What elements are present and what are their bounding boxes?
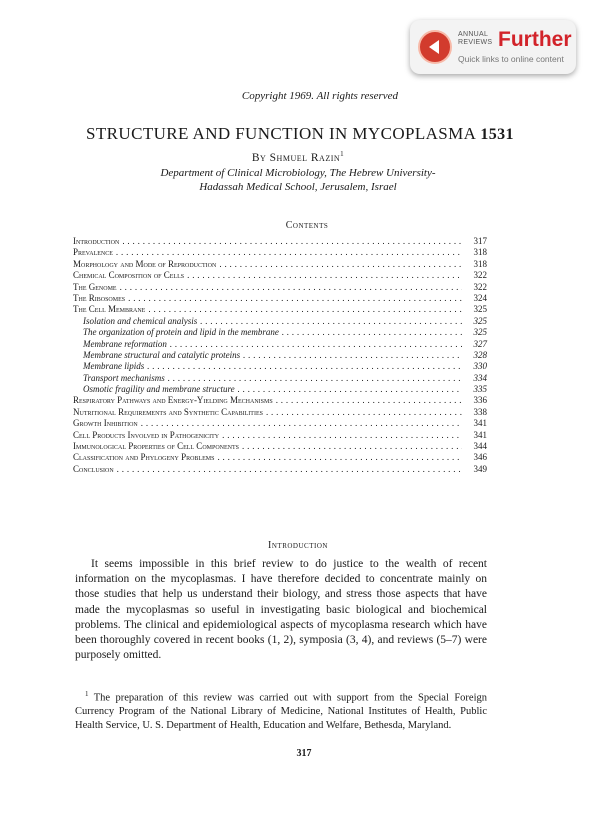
toc-entry-label: The organization of protein and lipid in the membrane <box>83 327 279 338</box>
toc-entry-page: 317 <box>473 236 487 246</box>
toc-entry <box>73 304 487 315</box>
toc-entry-label: Morphology and Mode of Reproduction <box>73 258 217 269</box>
toc-entry-page: 334 <box>473 372 487 383</box>
toc-leader-dots <box>147 361 462 372</box>
article-title <box>70 124 530 144</box>
toc-entry-label: The Ribosomes <box>73 292 126 303</box>
toc-entry-page: 324 <box>473 292 487 303</box>
affiliation-line-1: Department of Clinical Microbiology, The Hebrew University- <box>160 167 436 179</box>
toc-leader-dots <box>116 247 462 258</box>
quick-links-label: Quick links to online content <box>458 54 564 64</box>
toc-entry <box>73 327 487 338</box>
author-line <box>0 150 596 164</box>
toc-leader-dots <box>238 384 462 395</box>
affiliation-line-2: Hadassah Medical School, Jerusalem, Israel <box>199 181 397 193</box>
toc-leader-dots <box>222 430 462 441</box>
toc-entry <box>73 293 487 304</box>
reviews-label: REVIEWS <box>458 39 493 46</box>
toc-entry <box>73 441 487 452</box>
toc-entry-page: 336 <box>473 395 487 406</box>
toc-leader-dots <box>200 316 462 327</box>
toc-leader-dots <box>242 441 462 452</box>
toc-entry-label: Chemical Composition of Cells <box>73 270 185 281</box>
toc-entry-page: 327 <box>473 338 487 349</box>
toc-entry-label: Transport mechanisms <box>83 372 165 383</box>
toc-entry <box>73 407 487 418</box>
page-number: 317 <box>296 748 312 759</box>
toc-entry <box>73 373 487 384</box>
toc-entry <box>73 350 487 361</box>
toc-leader-dots <box>276 395 462 406</box>
toc-entry-page: 341 <box>473 429 487 440</box>
toc-leader-dots <box>170 339 462 350</box>
toc-entry-label: Membrane reformation <box>83 338 167 349</box>
toc-entry-label: Introduction <box>73 236 120 246</box>
toc-entry-page: 325 <box>473 315 487 326</box>
affiliation <box>0 166 596 194</box>
toc-entry-page: 322 <box>473 281 487 292</box>
toc-entry <box>73 418 487 429</box>
toc-entry-label: Conclusion <box>73 463 114 474</box>
toc-entry-page: 346 <box>473 452 487 463</box>
author-name: By Shmuel Razin <box>251 151 341 164</box>
toc-entry-label: Prevalence <box>73 247 113 258</box>
table-of-contents <box>73 236 487 475</box>
toc-leader-dots <box>266 407 462 418</box>
toc-entry-page: 328 <box>473 349 487 360</box>
contents-heading: Contents <box>285 220 329 231</box>
annual-reviews-logo-text <box>458 31 492 47</box>
toc-entry-page: 325 <box>473 304 487 315</box>
article-title-text: STRUCTURE AND FUNCTION IN MYCOPLASMA <box>86 124 477 143</box>
toc-entry-page: 335 <box>473 384 487 395</box>
toc-entry-page: 322 <box>473 270 487 281</box>
toc-entry <box>73 236 487 247</box>
toc-entry-label: Isolation and chemical analysis <box>83 315 198 326</box>
toc-entry-label: Growth Inhibition <box>73 418 138 429</box>
toc-entry-label: Classification and Phylogeny Problems <box>73 452 215 463</box>
toc-entry-label: Nutritional Requirements and Synthetic Capabilities <box>73 406 263 417</box>
toc-entry-label: Respiratory Pathways and Energy-Yielding Mechanisms <box>73 395 273 406</box>
toc-entry <box>73 247 487 258</box>
footnote-mark: 1 <box>85 690 89 698</box>
toc-leader-dots <box>168 373 462 384</box>
footnote-text: The preparation of this review was carried out with support from the Special Foreign Currency Program of the National Library of Medicine, National Institutes of Health, Public Health Service, U. S. Department of Health, Education and Welfare, Bethesda, Maryland. <box>75 692 487 731</box>
toc-entry <box>73 259 487 270</box>
toc-entry-label: Cell Products Involved in Pathogenicity <box>73 429 220 440</box>
footnote <box>75 688 487 732</box>
toc-entry-page: 344 <box>473 441 487 452</box>
toc-entry <box>73 464 487 475</box>
toc-leader-dots <box>117 464 462 475</box>
toc-entry <box>73 339 487 350</box>
toc-entry <box>73 270 487 281</box>
toc-entry <box>73 395 487 406</box>
toc-entry <box>73 384 487 395</box>
copyright-notice: Copyright 1969. All rights reserved <box>241 90 399 102</box>
toc-entry-label: The Genome <box>73 281 117 292</box>
toc-entry <box>73 316 487 327</box>
toc-entry <box>73 452 487 463</box>
toc-leader-dots <box>141 418 462 429</box>
toc-entry-page: 338 <box>473 406 487 417</box>
toc-entry <box>73 282 487 293</box>
toc-entry <box>73 430 487 441</box>
article-number: 1531 <box>480 126 514 143</box>
toc-entry-page: 341 <box>473 418 487 429</box>
toc-entry-label: The Cell Membrane <box>73 304 146 315</box>
toc-entry-label: Immunological Properties of Cell Components <box>73 441 239 452</box>
annual-label: ANNUAL <box>458 31 489 38</box>
introduction-heading: Introduction <box>268 540 328 551</box>
toc-entry-label: Membrane lipids <box>83 361 145 372</box>
play-back-icon <box>418 30 452 64</box>
arrow-left-icon <box>429 40 439 54</box>
further-label: Further <box>498 28 572 51</box>
toc-leader-dots <box>282 327 462 338</box>
toc-leader-dots <box>219 259 462 270</box>
toc-entry-label: Osmotic fragility and membrane structure <box>83 384 235 395</box>
toc-leader-dots <box>148 304 462 315</box>
toc-leader-dots <box>122 236 462 247</box>
toc-entry-label: Membrane structural and catalytic proteins <box>83 349 241 360</box>
toc-leader-dots <box>120 282 462 293</box>
toc-leader-dots <box>217 452 462 463</box>
toc-leader-dots <box>128 293 462 304</box>
toc-entry-page: 325 <box>473 327 487 338</box>
toc-entry-page: 330 <box>473 361 487 372</box>
introduction-paragraph: It seems impossible in this brief review to do justice to the wealth of recent information on the mycoplasmas. I have therefore decided to concentrate mainly on those studies that help us understand their biology, and stress those aspects that have made the mycoplasmas so useful in investigating basic biological and biochemical problems. The clinical and epidemiological aspects of mycoplasma research which have been thoroughly covered in recent books (1, 2), symposia (3, 4), and reviews (5–7) were purposely omitted. <box>75 558 487 662</box>
toc-entry <box>73 361 487 372</box>
annual-reviews-further-banner[interactable] <box>410 20 576 74</box>
author-footnote-mark: 1 <box>340 150 345 158</box>
toc-entry-page: 318 <box>473 247 487 258</box>
toc-leader-dots <box>187 270 462 281</box>
toc-leader-dots <box>243 350 462 361</box>
toc-entry-page: 318 <box>473 258 487 269</box>
toc-entry-page: 349 <box>473 463 487 474</box>
